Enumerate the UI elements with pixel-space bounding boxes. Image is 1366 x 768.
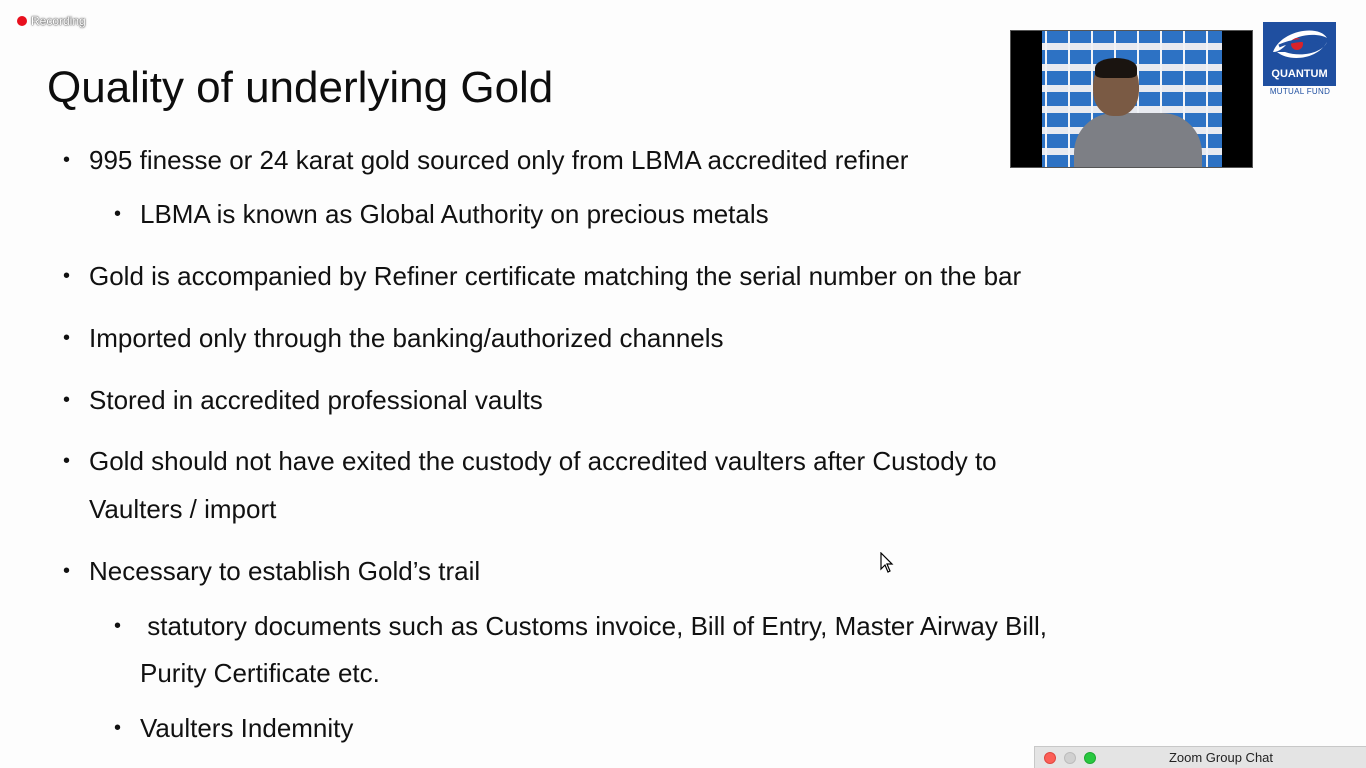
- zoom-group-chat-titlebar[interactable]: [1034, 746, 1366, 768]
- sub-bullet-item: • LBMA is known as Global Authority on precious metals: [114, 199, 769, 229]
- recording-dot-icon: [17, 16, 27, 26]
- sub-bullet-item: • statutory documents such as Customs invoice, Bill of Entry, Master Airway Bill,: [114, 611, 1047, 641]
- bullet-item-continuation: Vaulters / import: [89, 494, 277, 524]
- bullet-item: • Gold should not have exited the custody of accredited vaulters after Custody to: [63, 446, 997, 476]
- sub-bullet-item: • Vaulters Indemnity: [114, 713, 354, 743]
- slide-title: Quality of underlying Gold: [47, 63, 554, 112]
- recording-indicator: [17, 13, 86, 29]
- mouse-pointer-icon: [880, 552, 894, 574]
- chat-window-title: Zoom Group Chat: [1168, 750, 1274, 765]
- bullet-item: • Imported only through the banking/authorized channels: [63, 323, 724, 353]
- recording-label: Recording: [31, 14, 86, 28]
- bullet-item: • Stored in accredited professional vaults: [63, 385, 543, 415]
- logo-name: QUANTUM: [1271, 68, 1328, 80]
- bullet-item: • 995 finesse or 24 karat gold sourced only from LBMA accredited refiner: [63, 145, 909, 175]
- bullet-item: • Gold is accompanied by Refiner certificate matching the serial number on the bar: [63, 261, 1022, 291]
- speaker-body: [1074, 113, 1202, 167]
- quantum-logo: [1263, 22, 1337, 96]
- swoosh-icon: [1263, 22, 1336, 68]
- speaker-hair: [1095, 58, 1137, 78]
- bullet-item: • Necessary to establish Gold’s trail: [63, 556, 481, 586]
- sub-bullet-continuation: Purity Certificate etc.: [140, 658, 380, 688]
- logo-subtitle: MUTUAL FUND: [1269, 87, 1331, 96]
- logo-emblem: [1263, 22, 1336, 86]
